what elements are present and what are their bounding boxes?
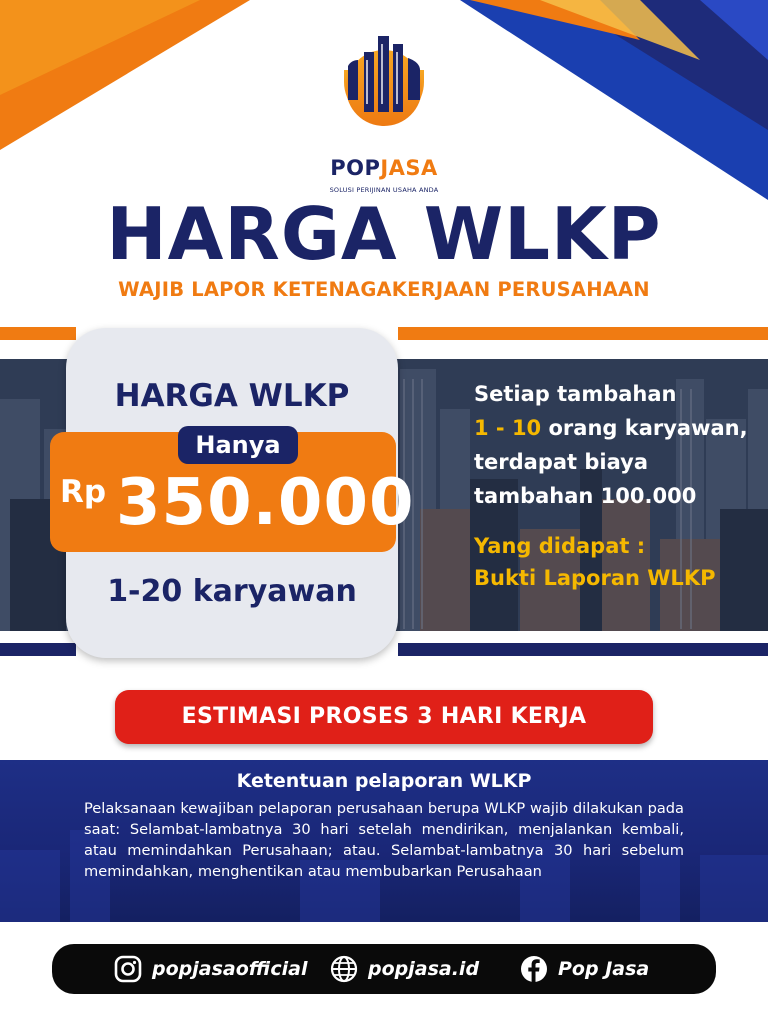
building-logo-icon <box>340 30 428 128</box>
globe-icon <box>330 955 358 983</box>
facebook-icon <box>520 955 548 983</box>
info-line-2-rest: orang karyawan, <box>541 416 748 440</box>
processing-estimate-banner: ESTIMASI PROSES 3 HARI KERJA <box>115 690 653 744</box>
price-amount: 350.000 <box>116 466 415 540</box>
footer-instagram[interactable] <box>114 944 308 994</box>
price-scope: 1-20 karyawan <box>107 574 357 609</box>
top-right-stripe <box>398 327 768 340</box>
info-yield-value: Bukti Laporan WLKP <box>474 566 716 590</box>
brand-name-pop: POP <box>330 156 381 180</box>
instagram-handle: popjasaofficial <box>152 958 308 980</box>
info-line-2 <box>474 418 764 439</box>
info-line-1: Setiap tambahan <box>474 382 677 406</box>
bottom-left-stripe <box>0 643 76 656</box>
footer-website[interactable] <box>330 944 479 994</box>
footer-facebook[interactable] <box>520 944 649 994</box>
info-line-3: terdapat biaya <box>474 450 649 474</box>
bottom-right-stripe <box>398 643 768 656</box>
brand-name-jasa: JASA <box>380 156 438 180</box>
price-badge: Hanya <box>178 426 298 464</box>
rules-title: Ketentuan pelaporan WLKP <box>236 770 532 792</box>
page-subtitle: WAJIB LAPOR KETENAGAKERJAAN PERUSAHAAN <box>118 278 650 301</box>
facebook-page: Pop Jasa <box>558 958 650 980</box>
top-left-stripe <box>0 327 76 340</box>
info-line-4: tambahan 100.000 <box>474 484 697 508</box>
brand-logo <box>318 30 450 194</box>
brand-name <box>318 158 450 179</box>
brand-tagline: SOLUSI PERIJINAN USAHA ANDA <box>329 186 439 194</box>
rules-body: Pelaksanaan kewajiban pelaporan perusahaan berupa WLKP wajib dilakukan pada saat: Selambat-lambatnya 30 hari setelah mendirikan, menjalankan kembali, atau memindahkan Perusahaan; atau. Selambat-lambatnya 30 hari sebelum memindahkan, menghentikan atau membubarkan Perusahaan <box>84 800 684 880</box>
info-highlight: 1 - 10 <box>474 416 542 440</box>
website-url: popjasa.id <box>368 958 480 980</box>
page-title: HARGA WLKP <box>106 192 662 276</box>
price-card-title: HARGA WLKP <box>114 378 350 414</box>
info-yield-label: Yang didapat : <box>474 534 646 558</box>
instagram-icon <box>114 955 142 983</box>
price-currency: Rp <box>60 474 107 510</box>
